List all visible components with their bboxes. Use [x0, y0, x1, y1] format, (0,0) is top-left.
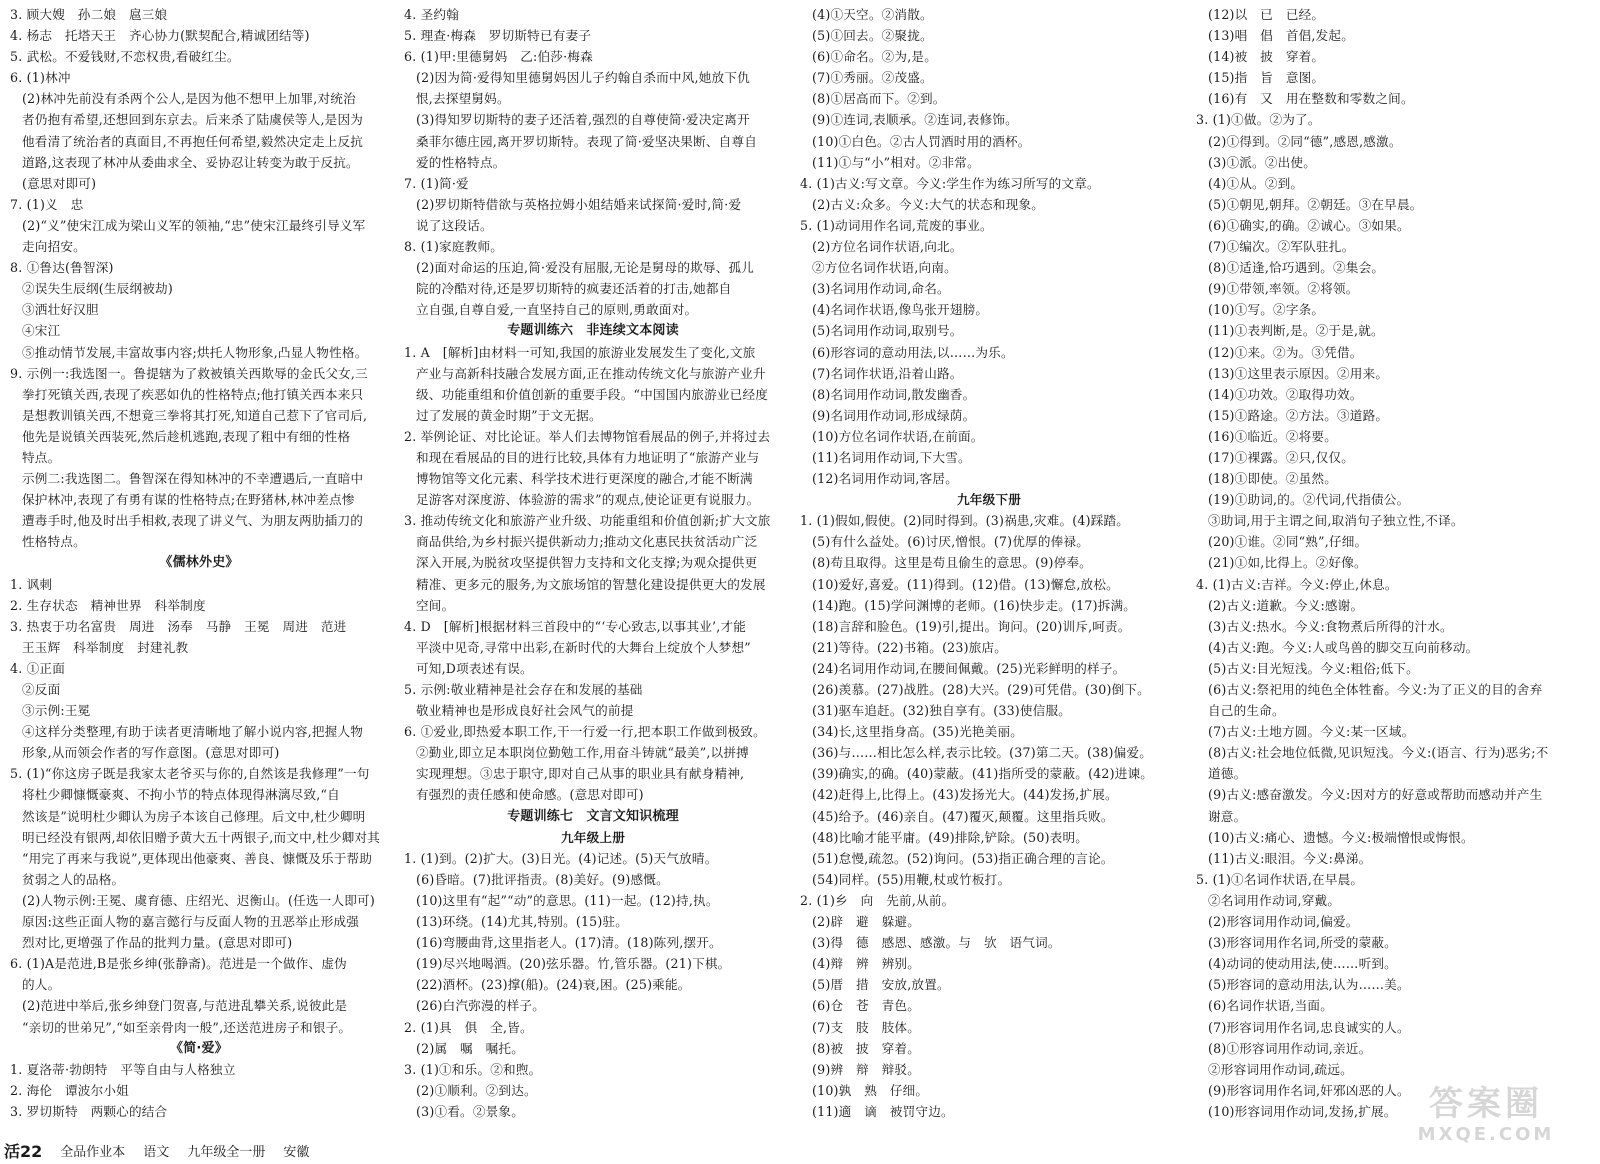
text-line: 2. 举例论证、对比论证。举人们去博物馆看展品的例子,并将过去	[404, 428, 771, 444]
text-line: (34)长,这里指身高。(35)光艳美丽。	[812, 724, 1024, 740]
text-line: (11)名词用作动词,下大雪。	[812, 449, 971, 465]
text-line: (3)名词用作动词,命名。	[812, 281, 950, 297]
text-line: (45)给予。(46)亲自。(47)覆灭,颠覆。这里指兵败。	[812, 808, 1114, 824]
text-line: ②名词用作动词,穿戴。	[1208, 892, 1341, 908]
text-line: (5)有什么益处。(6)讨厌,憎恨。(7)优厚的俸禄。	[812, 534, 1090, 550]
text-line: 1. 讽刺	[10, 576, 53, 592]
text-line: ⑤推动情节发展,丰富故事内容;烘托人物形象,凸显人物性格。	[22, 344, 368, 360]
text-line: (3)形容词用作名词,所受的蒙蔽。	[1208, 935, 1397, 951]
text-line: 平淡中见奇,寻常中出彩,在新时代的大舞台上绽放个人梦想”	[416, 639, 751, 655]
text-line: (8)名词用作动词,散发幽香。	[812, 386, 976, 402]
text-line: ④这样分类整理,有助于读者更清晰地了解小说内容,把握人物	[22, 724, 364, 740]
text-line: 和现在看展品的目的进行比较,具体有力地证明了“旅游产业与	[416, 449, 760, 465]
text-line: (2)古义:道歉。今义:感谢。	[1208, 597, 1364, 613]
text-line: “亲切的世弟兄”,“如至亲骨肉一般”,还送范进房子和银子。	[22, 1019, 352, 1035]
text-line: (7)①秀丽。②茂盛。	[812, 70, 933, 86]
text-line: (2)方位名词作状语,向北。	[812, 239, 963, 255]
text-line: ②方位名词作状语,向南。	[812, 260, 957, 276]
text-line: (2)罗切斯特借欲与英格拉姆小姐结婚来试探简·爱时,简·爱	[416, 196, 742, 212]
text-line: (10)孰 熟 仔细。	[812, 1082, 929, 1098]
text-line: ②误失生辰纲(生辰纲被劫)	[22, 281, 173, 297]
text-line: 2. (1)具 俱 全,皆。	[404, 1019, 533, 1035]
text-line: (7)①编次。②军队驻扎。	[1208, 239, 1355, 255]
text-line: (17)①裸露。②只,仅仅。	[1208, 449, 1354, 465]
text-line: (31)驱车追赶。(32)独自享有。(33)使信服。	[812, 703, 1072, 719]
text-line: 他看清了统治者的真面目,不再抱任何希望,毅然决定走上反抗	[22, 133, 364, 149]
text-line: 3. (1)①做。②为了。	[1196, 112, 1321, 128]
section-heading: 《简·爱》	[170, 1040, 228, 1056]
text-line: (14)被 披 穿着。	[1208, 49, 1325, 65]
text-line: (15)指 旨 意图。	[1208, 70, 1325, 86]
text-line: 9. 示例一:我选图一。鲁提辖为了救被镇关西欺辱的金氏父女,三	[10, 365, 368, 381]
text-line: (36)与……相比怎么样,表示比较。(37)第二天。(38)偏爱。	[812, 745, 1153, 761]
book-title: 全品作业本	[60, 1144, 126, 1160]
text-line: (5)古义:目光短浅。今义:粗俗;低下。	[1208, 660, 1419, 676]
text-line: (8)苟且取得。这里是苟且偷生的意思。(9)停奉。	[812, 555, 1092, 571]
text-line: 4. 圣约翰	[404, 7, 460, 22]
text-line: (意思对即可)	[22, 175, 97, 191]
text-line: (13)①这里表示原因。②用来。	[1208, 365, 1389, 381]
page-number: 活22	[4, 1141, 43, 1161]
text-line: 足游客对深度游、体验游的需求”的观点,使论证更有说服力。	[416, 492, 760, 508]
text-line: (14)①功效。②取得功效。	[1208, 386, 1363, 402]
text-line: (6)仓 苍 青色。	[812, 998, 920, 1014]
text-line: 贫弱之人的品格。	[22, 871, 125, 887]
text-line: 3. 推动传统文化和旅游产业升级、功能重组和价值创新;扩大文旅	[404, 513, 771, 529]
text-line: 明已经没有银两,却依旧赠予黄大五十两银子,而文中,杜少卿对其	[22, 829, 381, 845]
text-line: (21)等待。(22)书箱。(23)旅店。	[812, 639, 1008, 655]
text-line: (4)古义:跑。今义:人或鸟兽的脚交互向前移动。	[1208, 639, 1479, 655]
text-line: (2)林冲先前没有杀两个公人,是因为他不想甲上加罪,对统治	[22, 91, 356, 107]
text-line: 1. (1)假如,假使。(2)同时得到。(3)祸患,灾难。(4)踩踏。	[800, 513, 1130, 529]
watermark-bottom-text: MXQE.COM	[1417, 1124, 1555, 1145]
text-line: “用完了再来与我说”,更体现出他豪爽、善良、慷慨及乐于帮助	[22, 850, 373, 866]
text-line: 级、功能重组和价值创新的重要手段。“中国国内旅游业已经度	[416, 386, 769, 402]
text-line: ②形容词用作动词,疏远。	[1208, 1061, 1353, 1077]
text-line: 4. (1)古义:写文章。今义:学生作为练习所写的文章。	[800, 175, 1100, 191]
page-footer	[0, 1136, 1600, 1164]
text-line: (18)①即使。②虽然。	[1208, 471, 1338, 487]
text-line: (10)形容词用作动词,发扬,扩展。	[1208, 1103, 1397, 1119]
text-line: 的人。	[22, 977, 61, 993]
text-line: 5. (1)①名词作状语,在早晨。	[1196, 871, 1364, 887]
text-line: ③助词,用于主谓之间,取消句子独立性,不译。	[1208, 513, 1464, 529]
text-line: (10)①写。②字条。	[1208, 302, 1325, 318]
text-line: 1. 夏洛蒂·勃朗特 平等自由与人格独立	[10, 1061, 236, 1077]
text-line: 2. 海伦 谭波尔小姐	[10, 1082, 129, 1098]
text-line: (54)同样。(55)用鞭,杖或竹板打。	[812, 871, 1011, 887]
text-line: 7. (1)简·爱	[404, 175, 469, 191]
text-line: 1. A [解析]由材料一可知,我国的旅游业发展发生了变化,文旅	[404, 344, 756, 360]
text-line: 5. 示例:敬业精神是社会存在和发展的基础	[404, 682, 643, 697]
text-line: (26)白汽弥漫的样子。	[416, 998, 546, 1014]
text-line: (24)名词用作动词,在腰间佩戴。(25)光彩鲜明的样子。	[812, 660, 1126, 676]
text-line: (9)①连词,表顺承。②连词,表修饰。	[812, 112, 1018, 128]
text-line: (6)名词作状语,当面。	[1208, 998, 1333, 1014]
text-line: (2)形容词用作动词,偏爱。	[1208, 914, 1359, 930]
text-line: 自己的生命。	[1208, 703, 1285, 719]
text-line: 7. (1)义 忠	[10, 196, 84, 212]
text-line: (8)①适逢,恰巧遇到。②集会。	[1208, 260, 1385, 276]
subsection-heading: 九年级下册	[957, 492, 1021, 508]
text-line: 6. (1)林冲	[10, 70, 71, 86]
text-line: ②勤业,即立足本职岗位勤勉工作,用奋斗铸就“最美”,以拼搏	[416, 745, 749, 761]
text-line: 然该是”说明杜少卿认为房子本该自己修理。后文中,杜少卿明	[22, 808, 366, 824]
column-4	[1196, 4, 1574, 1126]
text-line: 8. ①鲁达(鲁智深)	[10, 260, 114, 276]
text-line: 2. 生存状态 精神世界 科举制度	[10, 597, 206, 613]
text-line: (9)辨 辩 辩驳。	[812, 1061, 920, 1077]
text-line: 将杜少卿慷慨豪爽、不拘小节的特点体现得淋漓尽致,“自	[22, 787, 340, 803]
text-line: 有强烈的责任感和使命感。(意思对即可)	[416, 787, 644, 803]
text-line: 道德。	[1208, 766, 1247, 782]
text-line: 商品供给,为乡村振兴提供新动力;推动文化惠民扶贫活动广泛	[416, 534, 758, 550]
section-heading: 专题训练七 文言文知识梳理	[507, 808, 679, 824]
text-line: ②反面	[22, 682, 61, 697]
text-line: (8)①形容词用作动词,亲近。	[1208, 1040, 1372, 1056]
text-line: 性格特点。	[22, 534, 86, 550]
text-line: 道路,这表现了林冲从委曲求全、妥协忍让转变为敢于反抗。	[22, 154, 359, 170]
text-line: (5)①回去。②聚拢。	[812, 28, 933, 44]
subject-label: 语文	[143, 1144, 170, 1160]
text-line: 2. (1)乡 向 先前,从前。	[800, 892, 955, 908]
column-2	[404, 4, 782, 1126]
text-line: (39)确实,的确。(40)蒙蔽。(41)指所受的蒙蔽。(42)进谏。	[812, 766, 1154, 782]
text-line: 3. (1)①和乐。②和煦。	[404, 1061, 542, 1077]
text-line: 他先是说镇关西装死,然后趁机逃跑,表现了粗中有细的性格	[22, 428, 351, 444]
text-line: (3)得 德 感恩、感激。与 欤 语气词。	[812, 935, 1061, 951]
text-line: (9)形容词用作名词,奸邪凶恶的人。	[1208, 1082, 1410, 1098]
text-line: (11)①与“小”相对。②非常。	[812, 154, 980, 170]
text-line: 桑菲尔德庄园,离开罗切斯特。表现了简·爱坚决果断、自尊自	[416, 133, 758, 149]
text-line: (13)环绕。(14)尤其,特别。(15)驻。	[416, 914, 629, 930]
text-line: (5)厝 措 安放,放置。	[812, 977, 950, 993]
text-line: (4)动词的使动用法,使……听到。	[1208, 956, 1397, 972]
text-line: (11)①表判断,是。②于是,就。	[1208, 323, 1384, 339]
text-line: 5. 理查·梅森 罗切斯特已有妻子	[404, 28, 592, 44]
text-line: 3. 顾大嫂 孙二娘 扈三娘	[10, 7, 168, 22]
text-line: (22)酒杯。(23)撑(船)。(24)衰,困。(25)乘能。	[416, 977, 691, 993]
column-3	[800, 4, 1178, 1126]
text-line: (2)①得到。②同“德”,感恩,感激。	[1208, 133, 1402, 149]
text-line: (21)①如,比得上。②好像。	[1208, 555, 1367, 571]
text-line: 4. (1)古义:吉祥。今义:停止,休息。	[1196, 576, 1398, 592]
text-line: (14)跑。(15)学问渊博的老师。(16)快步走。(17)拆满。	[812, 597, 1137, 613]
text-line: 拳打死镇关西,表现了疾恶如仇的性格特点;他打镇关西本来只	[22, 386, 364, 402]
text-line: (20)①谁。②同“熟”,仔细。	[1208, 534, 1368, 550]
text-line: (5)①朝见,朝拜。②朝廷。③在早晨。	[1208, 196, 1423, 212]
column-1	[10, 4, 388, 1126]
text-line: ④宋江	[22, 323, 61, 339]
text-line: (18)言辞和脸色。(19)引,提出。询问。(20)训斥,呵责。	[812, 618, 1131, 634]
text-line: (15)①路途。②方法。③道路。	[1208, 407, 1389, 423]
text-line: (3)古义:热水。今义:食物煮后所得的汁水。	[1208, 618, 1453, 634]
text-line: (8)被 披 穿着。	[812, 1040, 920, 1056]
text-line: (10)古义:痛心、遗憾。今义:极端憎恨或悔恨。	[1208, 829, 1474, 845]
text-line: 谢意。	[1208, 808, 1247, 824]
text-line: 者仍抱有希望,还想回到东京去。后来杀了陆虞侯等人,是因为	[22, 112, 364, 128]
text-line: 4. ①正面	[10, 660, 66, 676]
text-line: 原因:这些正面人物的嘉言懿行与反面人物的丑恶举止形成强	[22, 914, 360, 930]
text-line: (4)①天空。②消散。	[812, 7, 933, 22]
text-line: (2)①顺利。②到达。	[416, 1082, 537, 1098]
text-line: (13)唱 倡 首倡,发起。	[1208, 28, 1354, 44]
edition-label: 安徽	[283, 1144, 310, 1160]
text-line: (51)怠慢,疏忽。(52)询问。(53)指正确合理的言论。	[812, 850, 1114, 866]
text-line: (6)古义:祭祀用的纯色全体牲畜。今义:为了正义的目的舍弃	[1208, 682, 1543, 697]
text-line: (10)爱好,喜爱。(11)得到。(12)借。(13)懈怠,放松。	[812, 576, 1119, 592]
text-line: 可知,D项表述有误。	[416, 660, 533, 676]
text-line: (3)①派。②出使。	[1208, 154, 1316, 170]
text-line: (4)名词作状语,像鸟张开翅膀。	[812, 302, 989, 318]
text-line: (10)这里有“起”“动”的意思。(11)一起。(12)持,执。	[416, 892, 719, 908]
text-line: (2)属 嘱 嘱托。	[416, 1040, 524, 1056]
text-line: (4)辩 辨 辨别。	[812, 956, 920, 972]
text-line: 恨,去探望舅妈。	[416, 91, 510, 107]
text-line: (2)范进中举后,张乡绅登门贺喜,与范进乱攀关系,说彼此是	[22, 998, 348, 1014]
text-line: (10)①白色。②古人罚酒时用的酒杯。	[812, 133, 1031, 149]
text-line: (16)有 又 用在整数和零数之间。	[1208, 91, 1414, 107]
text-line: 4. D [解析]根据材料三首段中的“‘专心致志,以事其业’,才能	[404, 618, 747, 634]
text-line: 8. (1)家庭教师。	[404, 239, 504, 255]
text-line: (11)古义:眼泪。今义:鼻涕。	[1208, 850, 1372, 866]
text-line: 6. (1)A是范进,B是张乡绅(张静斋)。范进是一个做作、虚伪	[10, 956, 347, 972]
text-line: 形象,从而领会作者的写作意图。(意思对即可)	[22, 745, 280, 761]
subsection-heading: 九年级上册	[561, 829, 625, 845]
text-line: (2)人物示例:王冕、虞育德、庄绍光、迟衡山。(任选一人即可)	[22, 892, 375, 908]
text-line: (16)①临近。②将要。	[1208, 428, 1338, 444]
text-line: (6)①命名。②为,是。	[812, 49, 937, 65]
text-line: 遭毒手时,他及时出手相救,表现了讲义气、为朋友两肋插刀的	[22, 513, 364, 529]
section-heading: 《儒林外史》	[159, 555, 239, 571]
text-line: 4. 杨志 托塔天王 齐心协力(默契配合,精诚团结等)	[10, 28, 310, 44]
text-line: 走向招安。	[22, 239, 86, 255]
text-line: (9)①带领,率领。②将领。	[1208, 281, 1359, 297]
text-line: (7)支 肢 肢体。	[812, 1019, 920, 1035]
text-line: (8)①居高而下。②到。	[812, 91, 946, 107]
text-line: (5)形容词的意动用法,认为……美。	[1208, 977, 1410, 993]
text-line: (5)名词用作动词,取别号。	[812, 323, 963, 339]
text-line: (7)名词作状语,沿着山路。	[812, 365, 963, 381]
text-line: (11)適 谪 被罚守边。	[812, 1103, 954, 1119]
text-line: (9)名词用作动词,形成绿荫。	[812, 407, 976, 423]
text-line: 爱的性格特点。	[416, 154, 506, 170]
text-line: 产业与高新科技融合发展方面,正在推动传统文化与旅游产业升	[416, 365, 766, 381]
text-line: (19)①助词,的。②代词,代指债公。	[1208, 492, 1410, 508]
text-line: 院的冷酷对待,还是罗切斯特的疯妻还活着的打击,她都自	[416, 281, 732, 297]
text-line: 特点。	[22, 449, 61, 465]
text-line: 烈对比,更增强了作品的批判力量。(意思对即可)	[22, 935, 293, 951]
text-line: 精准、更多元的服务,为文旅场馆的智慧化建设提供更大的发展	[416, 576, 766, 592]
text-line: (6)昏暗。(7)批评指责。(8)美好。(9)感慨。	[416, 871, 669, 887]
text-line: 说了这段话。	[416, 217, 493, 233]
section-heading: 专题训练六 非连续文本阅读	[507, 323, 679, 339]
text-line: (9)古义:感奋激发。今义:因对方的好意或帮助而感动并产生	[1208, 787, 1543, 803]
text-line: (16)弯腰曲背,这里指老人。(17)清。(18)陈列,摆开。	[416, 935, 722, 951]
text-line: 3. 热衷于功名富贵 周进 汤奉 马静 王冕 周进 范进	[10, 618, 347, 634]
text-line: 敬业精神也是形成良好社会风气的前提	[416, 703, 634, 719]
text-line: (3)得知罗切斯特的妻子还活着,强烈的自尊使简·爱决定离开	[416, 112, 750, 128]
text-line: (8)古义:社会地位低微,见识短浅。今义:(语言、行为)恶劣;不	[1208, 745, 1549, 761]
text-line: 1. (1)到。(2)扩大。(3)日光。(4)记述。(5)天气放晴。	[404, 850, 718, 866]
text-line: (6)形容词的意动用法,以……为乐。	[812, 344, 1014, 360]
text-line: (2)古义:众多。今义:大气的状态和现象。	[812, 196, 1045, 212]
text-line: 实现理想。③忠于职守,即对自己从事的职业具有献身精神,	[416, 766, 745, 782]
text-line: (12)名词用作动词,客居。	[812, 471, 958, 487]
text-line: (2)面对命运的压迫,简·爱没有屈服,无论是舅母的欺辱、孤儿	[416, 260, 755, 276]
watermark-logo	[1386, 1084, 1586, 1154]
text-line: 6. ①爱业,即热爱本职工作,干一行爱一行,把本职工作做到极致。	[404, 724, 766, 740]
text-line: ③示例:王冕	[22, 703, 91, 719]
text-line: (26)羡慕。(27)战胜。(28)大兴。(29)可凭借。(30)倒下。	[812, 682, 1150, 697]
text-line: (7)古义:土地方圆。今义:某一区域。	[1208, 724, 1415, 740]
text-line: (7)形容词用作名词,忠良诚实的人。	[1208, 1019, 1410, 1035]
text-line: (12)①来。②为。③凭借。	[1208, 344, 1363, 360]
text-line: 立自强,自尊自爱,一直坚持自己的原则,勇敢面对。	[416, 302, 698, 318]
text-line: (42)赶得上,比得上。(43)发扬光大。(44)发扬,扩展。	[812, 787, 1118, 803]
text-line: 保护林冲,表现了有勇有谋的性格特点;在野猪林,林冲差点惨	[22, 492, 355, 508]
text-line: 空间。	[416, 597, 455, 613]
text-line: 3. 罗切斯特 两颗心的结合	[10, 1103, 168, 1119]
text-line: (2)“义”使宋江成为梁山义军的领袖,“忠”使宋江最终引导义军	[22, 217, 366, 233]
watermark-top-text: 答案圈	[1429, 1084, 1543, 1124]
text-line: 深入开展,为脱贫攻坚提供智力支持和文化支撑;为观众提供更	[416, 555, 758, 571]
text-line: (6)①确实,的确。②诚心。③如果。	[1208, 217, 1410, 233]
text-line: (19)尽兴地喝酒。(20)弦乐器。竹,管乐器。(21)下棋。	[416, 956, 731, 972]
text-line: 5. (1)动词用作名词,荒废的事业。	[800, 217, 993, 233]
text-line: 过了发展的黄金时期”于文无据。	[416, 407, 602, 423]
text-line: (10)方位名词作状语,在前面。	[812, 428, 984, 444]
text-line: (48)比喻才能平庸。(49)排除,铲除。(50)表明。	[812, 829, 1089, 845]
text-line: 王玉辉 科举制度 封建礼教	[22, 639, 189, 655]
text-line: ③洒壮好汉胆	[22, 302, 99, 318]
text-line: 6. (1)甲:里德舅妈 乙:伯莎·梅森	[404, 49, 593, 65]
text-line: (4)①从。②到。	[1208, 175, 1304, 191]
text-line: (2)辟 避 躲避。	[812, 914, 920, 930]
text-line: 是想教训镇关西,不想竟三拳将其打死,知道自己惹下了官司后,	[22, 407, 368, 423]
text-line: 博物馆等文化元素、科学技术进行更深度的融合,才能不断满	[416, 471, 753, 487]
text-line: 示例二:我选图二。鲁智深在得知林冲的不幸遭遇后,一直暗中	[22, 471, 364, 487]
text-line: (3)①看。②景象。	[416, 1103, 524, 1119]
text-line: (2)因为简·爱得知里德舅妈因儿子约翰自杀而中风,她放下仇	[416, 70, 750, 86]
grade-label: 九年级全一册	[187, 1144, 266, 1160]
text-line: (12)以 已 已经。	[1208, 7, 1325, 22]
text-line: 5. (1)“你这房子既是我家太老爷买与你的,自然该是我修理”一句	[10, 766, 370, 782]
text-line: 5. 武松。不爱钱财,不恋权贵,看破红尘。	[10, 49, 240, 65]
